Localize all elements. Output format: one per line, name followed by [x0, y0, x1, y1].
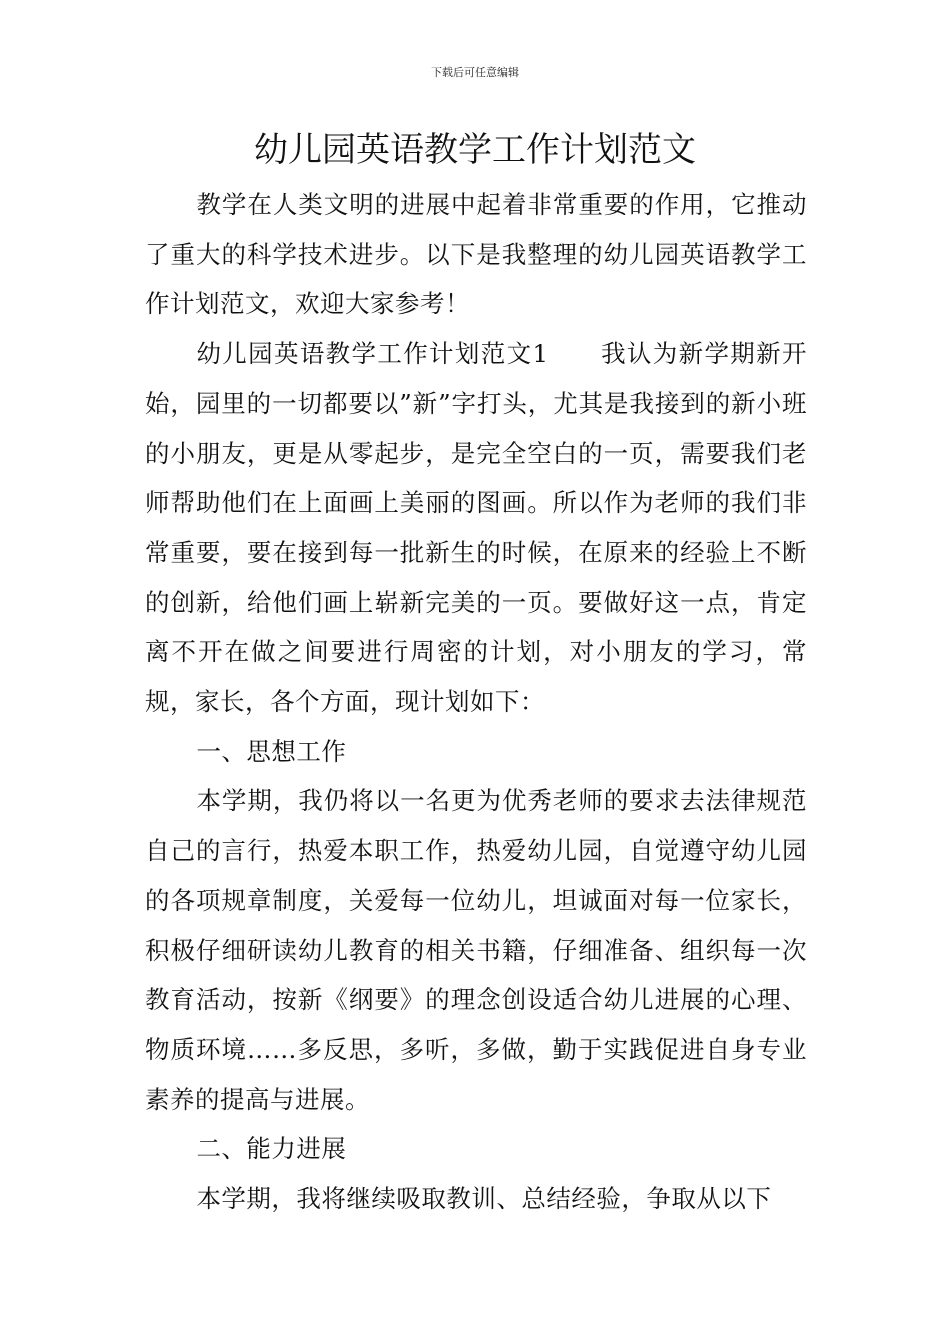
paragraph-intro: 教学在人类文明的进展中起着非常重要的作用，它推动了重大的科学技术进步。以下是我整理的幼儿园英语教学工作计划范文，欢迎大家参考！ — [145, 190, 807, 319]
document-title: 幼儿园英语教学工作计划范文 — [254, 130, 696, 170]
paragraph-ability: 本学期，我将继续吸取教训、总结经验，争取从以下 — [196, 1184, 772, 1214]
section-heading-ability: 二、能力进展 — [196, 1134, 347, 1164]
paragraph-plan-intro: 幼儿园英语教学工作计划范文1 我认为新学期新开始，园里的一切都要以”新”字打头，尤其是我接到的新小班的小朋友，更是从零起步，是完全空白的一页，需要我们老师帮助他们在上面画上美丽的图画。所以作为老师的我们非常重要，要在接到每一批新生的时候，在原来的经验上不断的创新，给他们画上崭新完美的一页。要做好这一点，肯定离不开在做之间要进行周密的计划，对小朋友的学习，常规，家长，各个方面，现计划如下： — [145, 339, 807, 717]
section-heading-thought: 一、思想工作 — [196, 736, 347, 766]
paragraph-thought: 本学期，我仍将以一名更为优秀老师的要求去法律规范自己的言行，热爱本职工作，热爱幼儿园，自觉遵守幼儿园的各项规章制度，关爱每一位幼儿，坦诚面对每一位家长，积极仔细研读幼儿教育的相关书籍，仔细准备、组织每一次教育活动，按新《纲要》的理念创设适合幼儿进展的心理、物质环境……多反思，多听，多做，勤于实践促进自身专业素养的提高与进展。 — [145, 786, 807, 1114]
document-body — [145, 180, 807, 1224]
header-note: 下载后可任意编辑 — [431, 66, 519, 79]
